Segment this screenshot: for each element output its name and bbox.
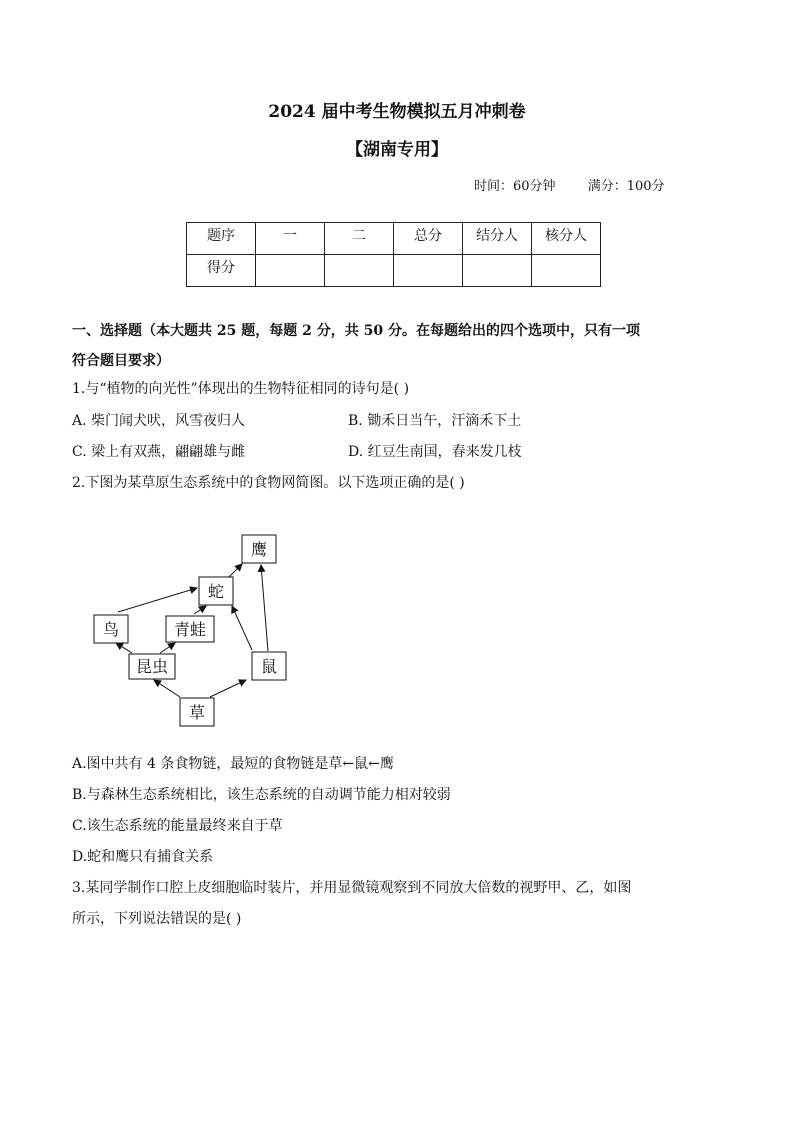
section-heading-line1: 一、选择题（本大题共 25 题，每题 2 分，共 50 分。在每题给出的四个选项中，只有一项 <box>72 323 640 339</box>
score-header-cell: 一 <box>256 223 325 255</box>
exam-title: 2024 届中考生物模拟五月冲刺卷 <box>268 102 526 122</box>
arrow-grass-insect <box>154 680 180 697</box>
question-3-stem-line2: 所示，下列说法错误的是( ) <box>72 911 242 927</box>
node-eagle: 鹰 <box>250 540 268 559</box>
arrow-mouse-eagle <box>261 565 268 651</box>
arrow-insect-frog <box>160 643 175 653</box>
exam-meta <box>474 175 693 194</box>
question-3-stem-line1: 3.某同学制作口腔上皮细胞临时装片，并用显微镜观察到不同放大倍数的视野甲、乙，如图 <box>72 880 632 896</box>
question-1-option-b: B. 锄禾日当午，汗滴禾下土 <box>348 413 522 429</box>
node-mouse: 鼠 <box>260 657 278 676</box>
food-web-diagram <box>80 520 310 735</box>
food-web-nodes <box>94 535 286 726</box>
question-2-option-d: D.蛇和鹰只有捕食关系 <box>72 849 214 865</box>
exam-subtitle: 【湖南专用】 <box>346 140 448 160</box>
score-header-cell: 总分 <box>394 223 463 255</box>
score-cell <box>394 255 463 287</box>
question-1-option-a: A. 柴门闻犬吠，风雪夜归人 <box>72 413 246 429</box>
arrow-frog-snake <box>194 606 206 614</box>
question-2-option-a: A.图中共有 4 条食物链，最短的食物链是草←鼠←鹰 <box>72 756 394 772</box>
score-cell <box>256 255 325 287</box>
score-header-cell: 题序 <box>187 223 256 255</box>
score-table <box>186 222 601 287</box>
score-cell <box>325 255 394 287</box>
score-cell <box>532 255 601 287</box>
node-insect: 昆虫 <box>135 657 169 676</box>
question-1-option-d: D. 红豆生南国，春来发几枝 <box>348 444 522 460</box>
arrow-mouse-snake <box>232 606 252 650</box>
question-2-option-c: C.该生态系统的能量最终来自于草 <box>72 818 283 834</box>
score-header-cell: 核分人 <box>532 223 601 255</box>
question-1-stem: 1.与“植物的向光性”体现出的生物特征相同的诗句是( ) <box>72 381 410 397</box>
score-table-score-row <box>187 255 601 287</box>
node-bird: 鸟 <box>102 620 120 639</box>
node-grass: 草 <box>188 703 206 722</box>
score-row-label: 得分 <box>187 255 256 287</box>
node-frog: 青蛙 <box>173 620 207 639</box>
question-2-option-b: B.与森林生态系统相比，该生态系统的自动调节能力相对较弱 <box>72 787 451 803</box>
full-score: 满分：100分 <box>587 179 665 194</box>
score-table-header-row <box>187 223 601 255</box>
arrow-bird-snake <box>118 588 197 612</box>
arrow-grass-mouse <box>210 680 246 697</box>
node-snake: 蛇 <box>207 582 225 601</box>
score-header-cell: 二 <box>325 223 394 255</box>
score-header-cell: 结分人 <box>463 223 532 255</box>
question-1-option-c: C. 梁上有双燕，翩翩雄与雌 <box>72 444 246 460</box>
section-heading-line2: 符合题目要求） <box>72 353 170 369</box>
arrow-snake-eagle <box>229 564 242 577</box>
score-cell <box>463 255 532 287</box>
arrow-insect-bird <box>116 643 132 653</box>
time-limit: 时间：60分钟 <box>474 179 556 194</box>
section-heading <box>72 316 722 376</box>
question-2-stem: 2.下图为某草原生态系统中的食物网简图。以下选项正确的是( ) <box>72 475 465 491</box>
